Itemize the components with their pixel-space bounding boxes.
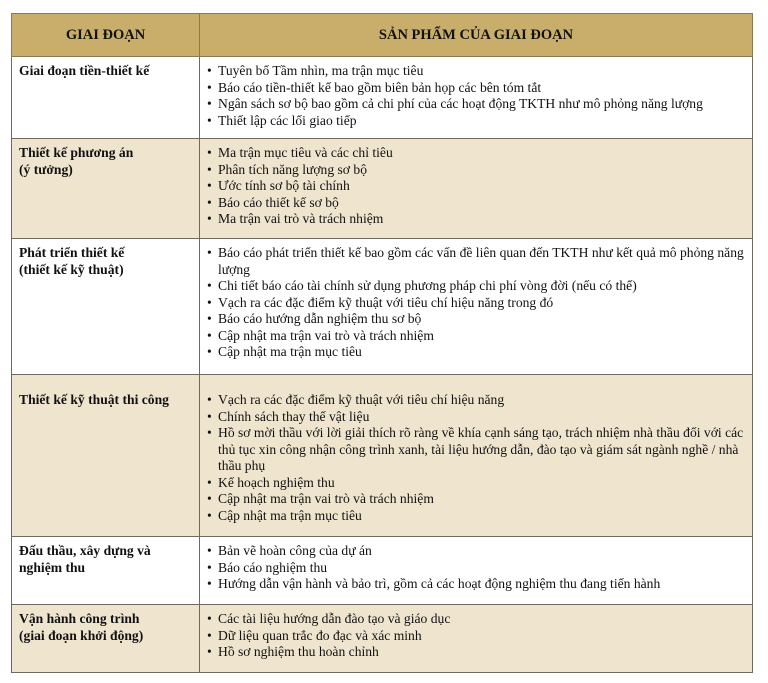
- stage-label: Thiết kế kỹ thuật thi công: [19, 392, 169, 407]
- list-item: • Ngân sách sơ bộ bao gồm cả chi phí của các hoạt động TKTH như mô phỏng năng lượng: [207, 96, 745, 113]
- table-row: [12, 139, 753, 239]
- stage-sublabel: (giai đoạn khởi động): [19, 627, 144, 643]
- list-item: • Ma trận vai trò và trách nhiệm: [207, 211, 745, 228]
- table-row: [12, 57, 753, 139]
- table-row: [12, 375, 753, 537]
- list-item: • Chính sách thay thế vật liệu: [207, 409, 745, 426]
- list-item: • Ma trận mục tiêu và các chỉ tiêu: [207, 145, 745, 162]
- table-row: [12, 537, 753, 605]
- table-body: [12, 57, 753, 673]
- table-row: [12, 239, 753, 375]
- list-item: • Cập nhật ma trận vai trò và trách nhiệm: [207, 328, 745, 345]
- table-header-row: [12, 14, 753, 57]
- list-item: • Kế hoạch nghiệm thu: [207, 475, 745, 492]
- list-item: • Ước tính sơ bộ tài chính: [207, 178, 745, 195]
- list-item: • Hồ sơ nghiệm thu hoàn chỉnh: [207, 644, 745, 661]
- stage-label: Phát triển thiết kế: [19, 245, 125, 260]
- list-item: • Báo cáo thiết kế sơ bộ: [207, 195, 745, 212]
- stage-cell: [12, 375, 200, 537]
- deliverables-list: [207, 392, 745, 524]
- list-item: • Thiết lập các lối giao tiếp: [207, 113, 745, 130]
- phase-deliverables-table-wrapper: [11, 13, 752, 673]
- list-item: • Hồ sơ mời thầu với lời giải thích rõ ràng về khía cạnh sáng tạo, trách nhiệm nhà thầu đối với các thủ tục xin công nhận công trình xanh, tài liệu hướng dẫn, đào tạo và giám sát ngành nghề / nhà thầu phụ: [207, 425, 745, 475]
- table-row: [12, 605, 753, 673]
- list-item: • Phân tích năng lượng sơ bộ: [207, 162, 745, 179]
- deliverables-list: [207, 543, 745, 593]
- deliverables-cell: [200, 375, 753, 537]
- stage-sublabel: nghiệm thu: [19, 559, 86, 575]
- list-item: • Dữ liệu quan trắc đo đạc và xác minh: [207, 628, 745, 645]
- header-deliverables: SẢN PHẨM CỦA GIAI ĐOẠN: [200, 14, 753, 57]
- stage-label: Thiết kế phương án: [19, 145, 134, 160]
- stage-label: Giai đoạn tiền-thiết kế: [19, 63, 150, 78]
- list-item: • Cập nhật ma trận mục tiêu: [207, 344, 745, 361]
- list-item: • Các tài liệu hướng dẫn đào tạo và giáo dục: [207, 611, 745, 628]
- list-item: • Tuyên bố Tầm nhìn, ma trận mục tiêu: [207, 63, 745, 80]
- stage-sublabel: (thiết kế kỹ thuật): [19, 261, 124, 277]
- list-item: • Chi tiết báo cáo tài chính sử dụng phương pháp chi phí vòng đời (nếu có thể): [207, 278, 745, 295]
- list-item: • Bản vẽ hoàn công của dự án: [207, 543, 745, 560]
- list-item: • Cập nhật ma trận vai trò và trách nhiệm: [207, 491, 745, 508]
- deliverables-cell: [200, 605, 753, 673]
- stage-cell: [12, 605, 200, 673]
- list-item: • Báo cáo tiền-thiết kế bao gồm biên bản họp các bên tóm tắt: [207, 80, 745, 97]
- list-item: • Hướng dẫn vận hành và bảo trì, gồm cả các hoạt động nghiệm thu đang tiến hành: [207, 576, 745, 593]
- stage-cell: [12, 57, 200, 139]
- phase-deliverables-table: [11, 13, 753, 673]
- deliverables-list: [207, 145, 745, 228]
- header-stage: GIAI ĐOẠN: [12, 14, 200, 57]
- deliverables-cell: [200, 537, 753, 605]
- deliverables-cell: [200, 239, 753, 375]
- stage-cell: [12, 139, 200, 239]
- list-item: • Vạch ra các đặc điểm kỹ thuật với tiêu chí hiệu năng: [207, 392, 745, 409]
- deliverables-cell: [200, 57, 753, 139]
- list-item: • Báo cáo nghiệm thu: [207, 560, 745, 577]
- list-item: • Vạch ra các đặc điểm kỹ thuật với tiêu chí hiệu năng trong đó: [207, 295, 745, 312]
- deliverables-list: [207, 611, 745, 661]
- deliverables-list: [207, 245, 745, 361]
- stage-label: Vận hành công trình: [19, 611, 140, 626]
- deliverables-list: [207, 63, 745, 129]
- stage-cell: [12, 537, 200, 605]
- list-item: • Báo cáo hướng dẫn nghiệm thu sơ bộ: [207, 311, 745, 328]
- stage-cell: [12, 239, 200, 375]
- list-item: • Cập nhật ma trận mục tiêu: [207, 508, 745, 525]
- stage-sublabel: (ý tưởng): [19, 161, 73, 177]
- stage-label: Đấu thầu, xây dựng và: [19, 543, 151, 558]
- deliverables-cell: [200, 139, 753, 239]
- list-item: • Báo cáo phát triển thiết kế bao gồm các vấn đề liên quan đến TKTH như kết quả mô phỏng năng lượng: [207, 245, 745, 278]
